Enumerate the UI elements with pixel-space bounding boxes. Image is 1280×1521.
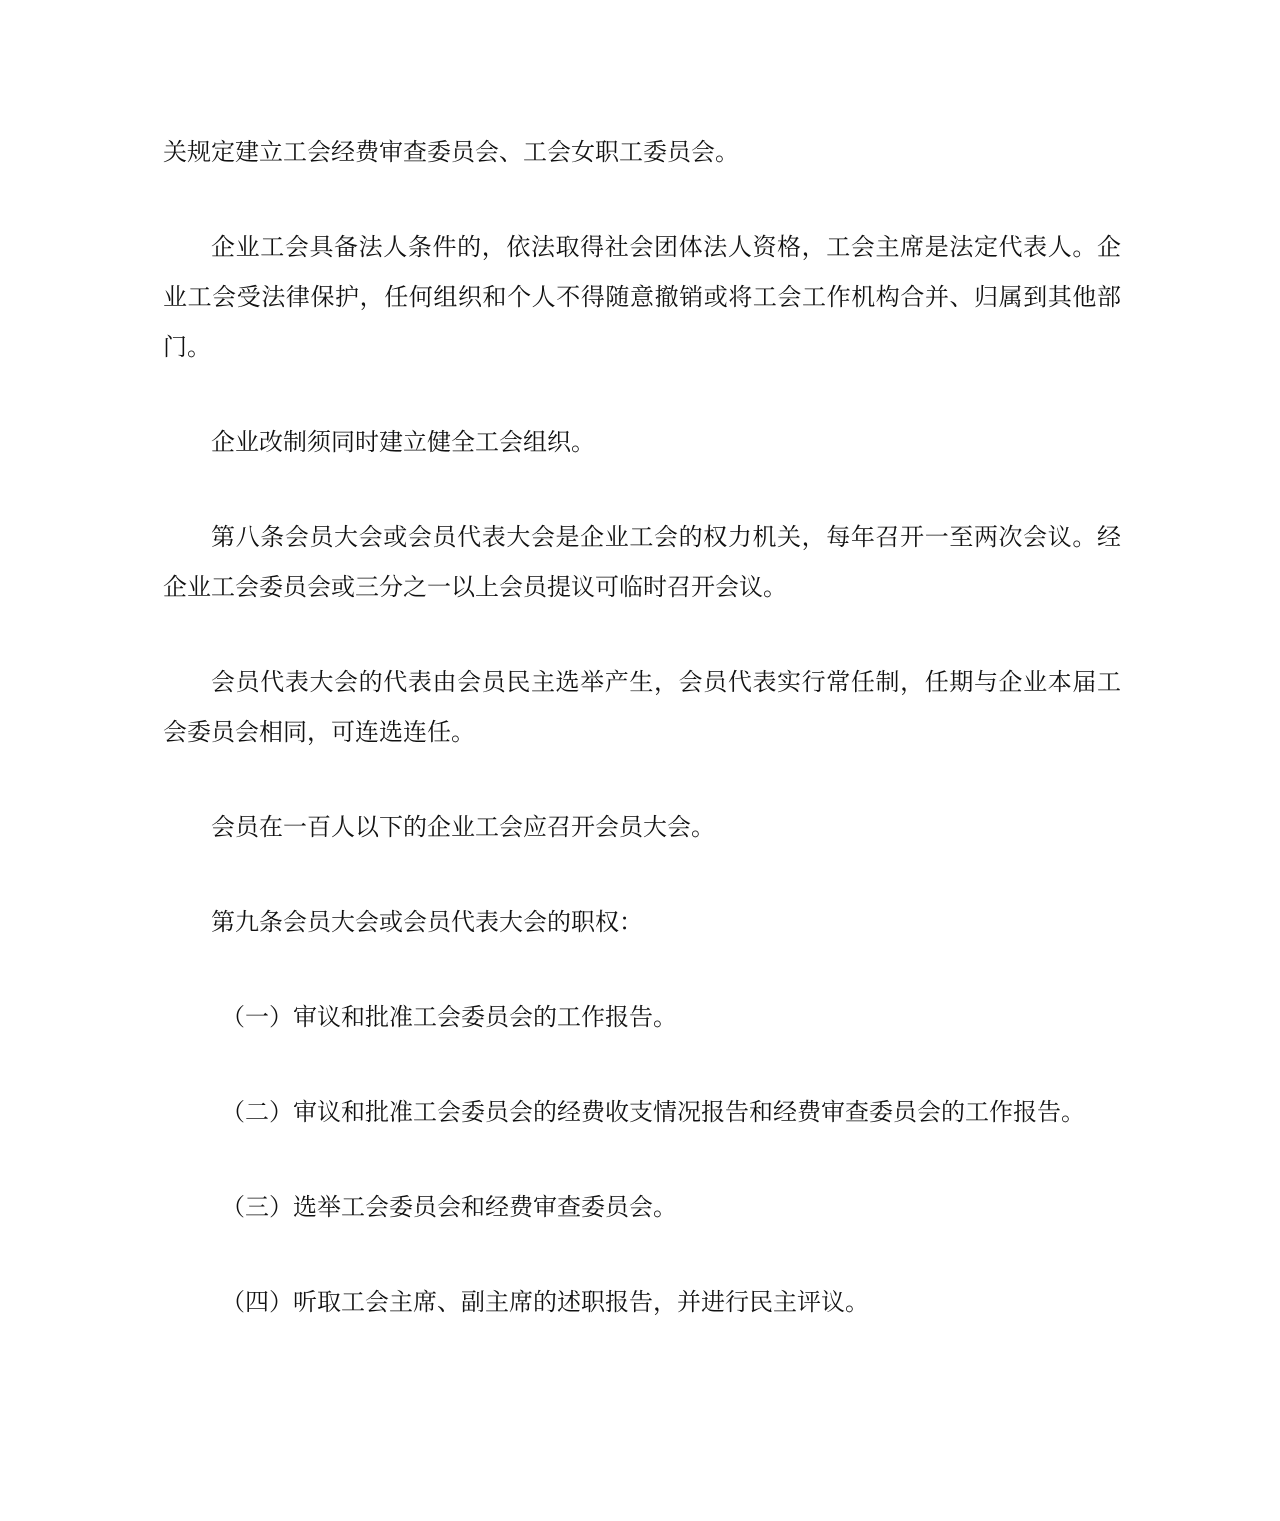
paragraph: 关规定建立工会经费审查委员会、工会女职工委员会。 (163, 138, 739, 166)
list-item: （一）审议和批准工会委员会的工作报告。 (221, 1003, 677, 1031)
paragraph: 第八条会员大会或会员代表大会是企业工会的权力机关，每年召开一至两次会议。经企业工会委员会或三分之一以上会员提议可临时召开会议。 (163, 523, 1121, 601)
document-body (163, 127, 1121, 1372)
list-item: （二）审议和批准工会委员会的经费收支情况报告和经费审查委员会的工作报告。 (221, 1098, 1085, 1126)
paragraph: 第九条会员大会或会员代表大会的职权： (211, 908, 643, 936)
paragraph: 会员代表大会的代表由会员民主选举产生，会员代表实行常任制，任期与企业本届工会委员会相同，可连选连任。 (163, 668, 1121, 746)
paragraph: 企业改制须同时建立健全工会组织。 (211, 428, 595, 456)
paragraph: 企业工会具备法人条件的，依法取得社会团体法人资格，工会主席是法定代表人。企业工会受法律保护，任何组织和个人不得随意撤销或将工会工作机构合并、归属到其他部门。 (163, 233, 1121, 361)
list-item: （三）选举工会委员会和经费审查委员会。 (221, 1193, 677, 1221)
list-item: （四）听取工会主席、副主席的述职报告，并进行民主评议。 (221, 1288, 869, 1316)
paragraph: 会员在一百人以下的企业工会应召开会员大会。 (211, 813, 715, 841)
